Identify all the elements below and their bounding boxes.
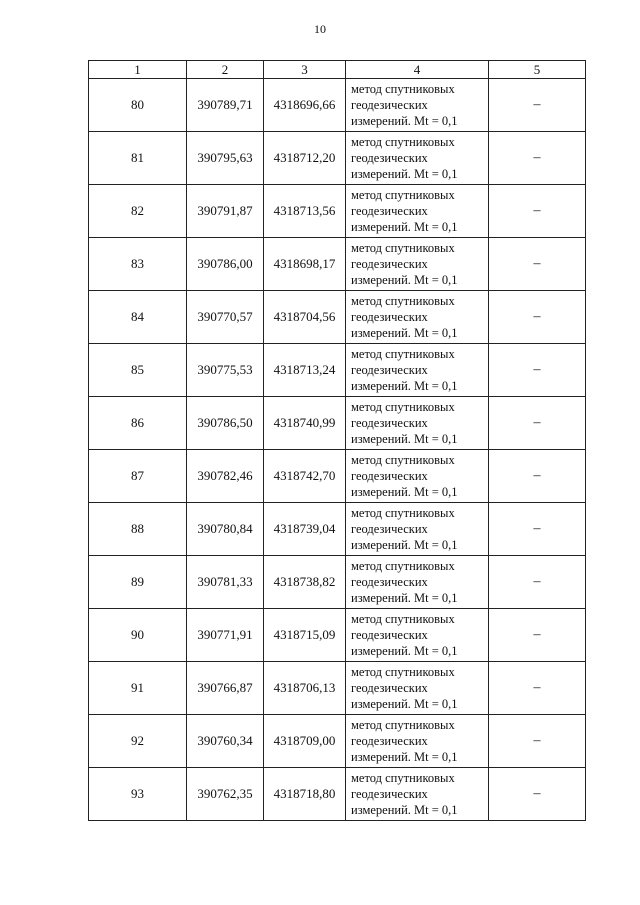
header-col-2: 2 <box>187 61 264 79</box>
method-line: измерений. Mt = 0,1 <box>351 750 458 764</box>
method-line: геодезических <box>351 628 428 642</box>
method-line: геодезических <box>351 151 428 165</box>
method-line: геодезических <box>351 416 428 430</box>
table-body <box>89 79 586 821</box>
method-cell <box>346 132 489 185</box>
point-number-cell: 84 <box>89 291 187 344</box>
y-coordinate-cell: 4318709,00 <box>264 715 346 768</box>
x-coordinate-cell: 390786,00 <box>187 238 264 291</box>
y-coordinate-cell: 4318698,17 <box>264 238 346 291</box>
table-row <box>89 132 586 185</box>
method-line: метод спутниковых <box>351 612 455 626</box>
method-line: геодезических <box>351 522 428 536</box>
point-number-cell: 82 <box>89 185 187 238</box>
method-line: измерений. Mt = 0,1 <box>351 591 458 605</box>
table-row <box>89 768 586 821</box>
note-cell: – <box>489 556 586 609</box>
method-line: геодезических <box>351 575 428 589</box>
table-row <box>89 715 586 768</box>
method-line: измерений. Mt = 0,1 <box>351 538 458 552</box>
method-line: измерений. Mt = 0,1 <box>351 167 458 181</box>
point-number-cell: 91 <box>89 662 187 715</box>
method-line: метод спутниковых <box>351 347 455 361</box>
method-line: измерений. Mt = 0,1 <box>351 697 458 711</box>
y-coordinate-cell: 4318738,82 <box>264 556 346 609</box>
note-cell: – <box>489 132 586 185</box>
y-coordinate-cell: 4318696,66 <box>264 79 346 132</box>
point-number-cell: 92 <box>89 715 187 768</box>
method-line: метод спутниковых <box>351 665 455 679</box>
point-number-cell: 88 <box>89 503 187 556</box>
method-line: метод спутниковых <box>351 400 455 414</box>
method-line: метод спутниковых <box>351 135 455 149</box>
method-cell <box>346 450 489 503</box>
method-cell <box>346 503 489 556</box>
note-cell: – <box>489 768 586 821</box>
method-line: геодезических <box>351 787 428 801</box>
method-line: измерений. Mt = 0,1 <box>351 220 458 234</box>
y-coordinate-cell: 4318713,56 <box>264 185 346 238</box>
x-coordinate-cell: 390791,87 <box>187 185 264 238</box>
method-line: измерений. Mt = 0,1 <box>351 326 458 340</box>
point-number-cell: 93 <box>89 768 187 821</box>
method-line: метод спутниковых <box>351 188 455 202</box>
method-cell <box>346 79 489 132</box>
x-coordinate-cell: 390770,57 <box>187 291 264 344</box>
table-row <box>89 238 586 291</box>
method-cell <box>346 609 489 662</box>
page-number: 10 <box>314 22 326 36</box>
table-row <box>89 556 586 609</box>
method-line: метод спутниковых <box>351 771 455 785</box>
point-number-cell: 87 <box>89 450 187 503</box>
note-cell: – <box>489 503 586 556</box>
header-col-4: 4 <box>346 61 489 79</box>
method-line: геодезических <box>351 310 428 324</box>
table-row <box>89 185 586 238</box>
note-cell: – <box>489 238 586 291</box>
note-cell: – <box>489 715 586 768</box>
y-coordinate-cell: 4318739,04 <box>264 503 346 556</box>
point-number-cell: 80 <box>89 79 187 132</box>
x-coordinate-cell: 390789,71 <box>187 79 264 132</box>
note-cell: – <box>489 609 586 662</box>
note-cell: – <box>489 662 586 715</box>
method-cell <box>346 715 489 768</box>
point-number-cell: 90 <box>89 609 187 662</box>
x-coordinate-cell: 390760,34 <box>187 715 264 768</box>
method-cell <box>346 662 489 715</box>
method-line: метод спутниковых <box>351 241 455 255</box>
x-coordinate-cell: 390782,46 <box>187 450 264 503</box>
method-line: геодезических <box>351 363 428 377</box>
note-cell: – <box>489 185 586 238</box>
point-number-cell: 89 <box>89 556 187 609</box>
x-coordinate-cell: 390771,91 <box>187 609 264 662</box>
method-line: метод спутниковых <box>351 718 455 732</box>
table-row <box>89 291 586 344</box>
note-cell: – <box>489 450 586 503</box>
x-coordinate-cell: 390775,53 <box>187 344 264 397</box>
x-coordinate-cell: 390780,84 <box>187 503 264 556</box>
method-line: измерений. Mt = 0,1 <box>351 485 458 499</box>
method-line: измерений. Mt = 0,1 <box>351 114 458 128</box>
method-line: измерений. Mt = 0,1 <box>351 273 458 287</box>
table-row <box>89 609 586 662</box>
table-row <box>89 450 586 503</box>
method-line: метод спутниковых <box>351 453 455 467</box>
method-cell <box>346 397 489 450</box>
method-line: измерений. Mt = 0,1 <box>351 432 458 446</box>
y-coordinate-cell: 4318712,20 <box>264 132 346 185</box>
point-number-cell: 86 <box>89 397 187 450</box>
method-line: геодезических <box>351 204 428 218</box>
method-cell <box>346 238 489 291</box>
x-coordinate-cell: 390762,35 <box>187 768 264 821</box>
y-coordinate-cell: 4318713,24 <box>264 344 346 397</box>
method-line: метод спутниковых <box>351 82 455 96</box>
method-line: геодезических <box>351 681 428 695</box>
table-row <box>89 503 586 556</box>
y-coordinate-cell: 4318715,09 <box>264 609 346 662</box>
table-row <box>89 662 586 715</box>
method-cell <box>346 291 489 344</box>
method-line: метод спутниковых <box>351 559 455 573</box>
note-cell: – <box>489 79 586 132</box>
note-cell: – <box>489 344 586 397</box>
method-line: метод спутниковых <box>351 294 455 308</box>
method-cell <box>346 768 489 821</box>
x-coordinate-cell: 390766,87 <box>187 662 264 715</box>
method-line: измерений. Mt = 0,1 <box>351 379 458 393</box>
method-cell <box>346 344 489 397</box>
point-number-cell: 85 <box>89 344 187 397</box>
method-line: измерений. Mt = 0,1 <box>351 803 458 817</box>
x-coordinate-cell: 390786,50 <box>187 397 264 450</box>
note-cell: – <box>489 291 586 344</box>
method-line: геодезических <box>351 469 428 483</box>
point-number-cell: 81 <box>89 132 187 185</box>
note-cell: – <box>489 397 586 450</box>
method-cell <box>346 185 489 238</box>
method-line: геодезических <box>351 734 428 748</box>
table-row <box>89 344 586 397</box>
y-coordinate-cell: 4318740,99 <box>264 397 346 450</box>
point-number-cell: 83 <box>89 238 187 291</box>
table-header-row <box>89 61 586 79</box>
table-row <box>89 79 586 132</box>
method-line: геодезических <box>351 98 428 112</box>
x-coordinate-cell: 390795,63 <box>187 132 264 185</box>
method-line: измерений. Mt = 0,1 <box>351 644 458 658</box>
method-line: метод спутниковых <box>351 506 455 520</box>
header-col-5: 5 <box>489 61 586 79</box>
method-line: геодезических <box>351 257 428 271</box>
coordinates-table <box>88 60 586 821</box>
header-col-1: 1 <box>89 61 187 79</box>
y-coordinate-cell: 4318718,80 <box>264 768 346 821</box>
y-coordinate-cell: 4318704,56 <box>264 291 346 344</box>
x-coordinate-cell: 390781,33 <box>187 556 264 609</box>
table-row <box>89 397 586 450</box>
header-col-3: 3 <box>264 61 346 79</box>
method-cell <box>346 556 489 609</box>
y-coordinate-cell: 4318742,70 <box>264 450 346 503</box>
y-coordinate-cell: 4318706,13 <box>264 662 346 715</box>
